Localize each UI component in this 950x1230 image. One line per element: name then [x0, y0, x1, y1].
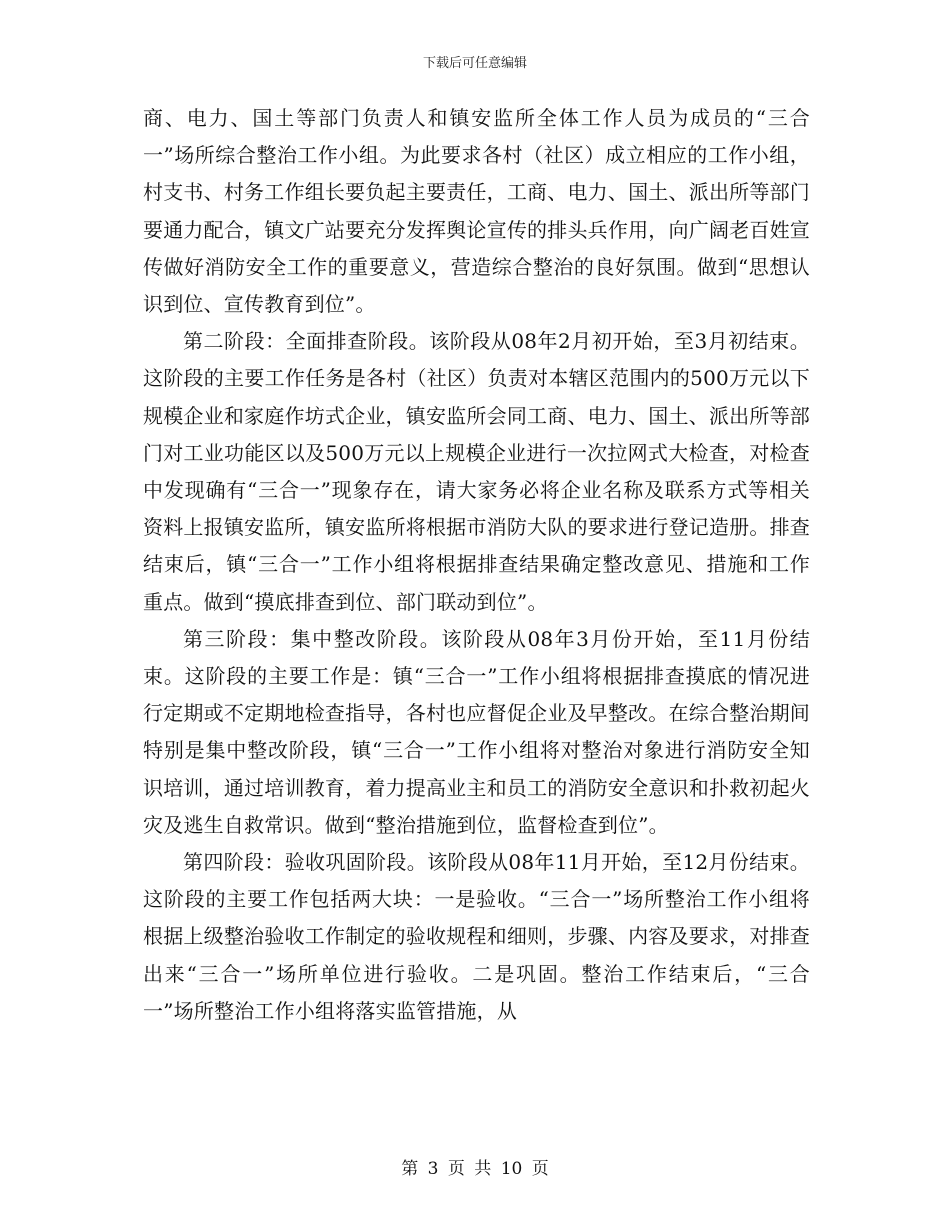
- paragraph-stage-three: 第三阶段：集中整改阶段。该阶段从08年3月份开始，至11月份结束。这阶段的主要工作是：镇“三合一”工作小组将根据排查摸底的情况进行定期或不定期地检查指导，各村也应督促企业及早整改。在综合整治期间特别是集中整改阶段，镇“三合一”工作小组将对整治对象进行消防安全知识培训，通过培训教育，着力提高业主和员工的消防安全意识和扑救初起火灾及逃生自救常识。做到“整治措施到位，监督检查到位”。: [143, 626, 810, 837]
- document-body: [143, 100, 810, 1030]
- paragraph-continuation: 商、电力、国土等部门负责人和镇安监所全体工作人员为成员的“三合一”场所综合整治工作小组。为此要求各村（社区）成立相应的工作小组，村支书、村务工作组长要负起主要责任，工商、电力、国土、派出所等部门要通力配合，镇文广站要充分发挥舆论宣传的排头兵作用，向广阔老百姓宣传做好消防安全工作的重要意义，营造综合整治的良好氛围。做到“思想认识到位、宣传教育到位”。: [143, 106, 810, 317]
- paragraph-stage-two: 第二阶段：全面排查阶段。该阶段从08年2月初开始，至3月初结束。这阶段的主要工作任务是各村（社区）负责对本辖区范围内的500万元以下规模企业和家庭作坊式企业，镇安监所会同工商、电力、国土、派出所等部门对工业功能区以及500万元以上规模企业进行一次拉网式大检查，对检查中发现确有“三合一”现象存在，请大家务必将企业名称及联系方式等相关资料上报镇安监所，镇安监所将根据市消防大队的要求进行登记造册。排查结束后，镇“三合一”工作小组将根据排查结果确定整改意见、措施和工作重点。做到“摸底排查到位、部门联动到位”。: [143, 329, 810, 614]
- paragraph-stage-four: 第四阶段：验收巩固阶段。该阶段从08年11月开始，至12月份结束。这阶段的主要工作包括两大块：一是验收。“三合一”场所整治工作小组将根据上级整治验收工作制定的验收规程和细则，步骤、内容及要求，对排查出来“三合一”场所单位进行验收。二是巩固。整治工作结束后，“三合一”场所整治工作小组将落实监管措施，从: [143, 850, 810, 1023]
- page-number-footer: 第 3 页 共 10 页: [401, 1159, 549, 1179]
- page-header-note: 下载后可任意编辑: [422, 56, 527, 71]
